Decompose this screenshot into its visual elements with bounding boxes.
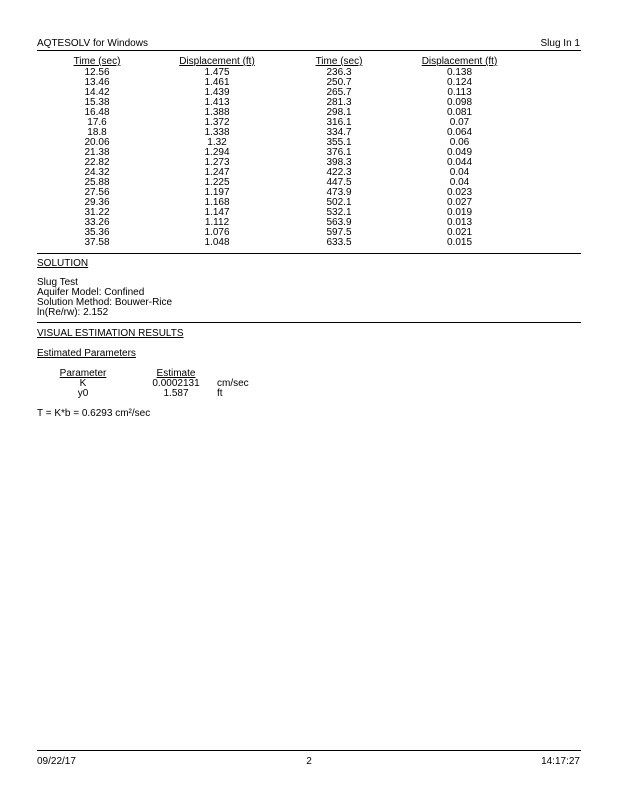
col-header: Displacement (ft) bbox=[179, 56, 255, 67]
time-cell: 22.82 bbox=[84, 157, 110, 168]
displacement-cell: 1.461 bbox=[204, 77, 230, 88]
table-row bbox=[37, 168, 581, 178]
col-header: Time (sec) bbox=[73, 56, 121, 67]
table-row bbox=[37, 178, 581, 188]
time-cell: 316.1 bbox=[326, 117, 352, 128]
solution-line: ln(Re/rw): 2.152 bbox=[37, 307, 109, 318]
estimated-parameters-title: Estimated Parameters bbox=[37, 348, 136, 359]
table-row bbox=[37, 238, 581, 248]
displacement-cell: 0.019 bbox=[446, 207, 473, 218]
visual-results-title: VISUAL ESTIMATION RESULTS bbox=[37, 328, 184, 339]
time-cell: 20.06 bbox=[84, 137, 110, 148]
time-cell: 334.7 bbox=[326, 127, 352, 138]
time-cell: 35.36 bbox=[84, 227, 110, 238]
displacement-cell: 0.04 bbox=[449, 167, 470, 178]
time-cell: 27.56 bbox=[84, 187, 110, 198]
solution-title: SOLUTION bbox=[37, 258, 89, 269]
displacement-cell: 1.225 bbox=[204, 177, 230, 188]
displacement-cell: 1.197 bbox=[204, 187, 230, 198]
table-row bbox=[37, 128, 581, 138]
table-row bbox=[37, 68, 581, 78]
time-cell: 29.36 bbox=[84, 197, 110, 208]
time-cell: 502.1 bbox=[326, 197, 352, 208]
footer-rule bbox=[37, 750, 581, 751]
transmissivity-line: T = K*b = 0.6293 cm²/sec bbox=[37, 408, 151, 419]
parameter-unit: cm/sec bbox=[217, 378, 249, 389]
header-rule bbox=[37, 50, 581, 51]
displacement-cell: 1.076 bbox=[204, 227, 230, 238]
col-header: Time (sec) bbox=[315, 56, 363, 67]
displacement-cell: 1.32 bbox=[207, 137, 227, 148]
displacement-cell: 1.475 bbox=[204, 67, 230, 78]
time-cell: 398.3 bbox=[326, 157, 352, 168]
parameter-name: K bbox=[79, 378, 87, 389]
displacement-cell: 1.439 bbox=[204, 87, 230, 98]
table-row bbox=[37, 218, 581, 228]
displacement-cell: 1.112 bbox=[204, 217, 230, 228]
displacement-cell: 0.023 bbox=[446, 187, 473, 198]
estimate-col-header: Estimate bbox=[156, 368, 196, 379]
time-cell: 25.88 bbox=[84, 177, 110, 188]
time-cell: 31.22 bbox=[84, 207, 110, 218]
time-cell: 265.7 bbox=[326, 87, 352, 98]
time-cell: 250.7 bbox=[326, 77, 352, 88]
solution-line: Slug Test bbox=[37, 277, 78, 288]
parameter-value: 0.0002131 bbox=[152, 378, 200, 389]
app-title: AQTESOLV for Windows bbox=[37, 38, 148, 49]
table-row bbox=[37, 148, 581, 158]
time-cell: 422.3 bbox=[326, 167, 352, 178]
parameter-row bbox=[37, 389, 297, 399]
displacement-cell: 0.07 bbox=[449, 117, 470, 128]
time-cell: 13.46 bbox=[84, 77, 110, 88]
time-cell: 633.5 bbox=[326, 237, 352, 248]
time-cell: 15.38 bbox=[84, 97, 110, 108]
displacement-cell: 1.338 bbox=[204, 127, 230, 138]
displacement-cell: 1.273 bbox=[204, 157, 230, 168]
displacement-cell: 1.294 bbox=[204, 147, 230, 158]
table-row bbox=[37, 78, 581, 88]
displacement-cell: 0.044 bbox=[446, 157, 473, 168]
solution-line: Solution Method: Bouwer-Rice bbox=[37, 297, 173, 308]
section-rule bbox=[37, 322, 581, 323]
time-cell: 376.1 bbox=[326, 147, 352, 158]
displacement-cell: 0.015 bbox=[446, 237, 473, 248]
displacement-cell: 0.113 bbox=[447, 87, 472, 98]
displacement-cell: 0.027 bbox=[446, 197, 473, 208]
time-cell: 298.1 bbox=[326, 107, 352, 118]
time-cell: 21.38 bbox=[84, 147, 110, 158]
data-table bbox=[37, 57, 581, 248]
time-cell: 236.3 bbox=[326, 67, 352, 78]
displacement-cell: 0.049 bbox=[446, 147, 473, 158]
table-header-row bbox=[37, 57, 581, 68]
displacement-cell: 1.247 bbox=[204, 167, 230, 178]
time-cell: 12.56 bbox=[84, 67, 110, 78]
displacement-cell: 0.064 bbox=[446, 127, 473, 138]
section-rule bbox=[37, 253, 581, 254]
table-row bbox=[37, 98, 581, 108]
parameter-name: y0 bbox=[77, 388, 89, 399]
displacement-cell: 0.013 bbox=[446, 217, 473, 228]
table-row bbox=[37, 188, 581, 198]
displacement-cell: 1.413 bbox=[204, 97, 230, 108]
displacement-cell: 0.098 bbox=[446, 97, 473, 108]
time-cell: 37.58 bbox=[84, 237, 110, 248]
time-cell: 532.1 bbox=[326, 207, 352, 218]
table-row bbox=[37, 158, 581, 168]
displacement-cell: 0.06 bbox=[449, 137, 470, 148]
time-cell: 14.42 bbox=[84, 87, 110, 98]
displacement-cell: 1.147 bbox=[204, 207, 230, 218]
displacement-cell: 1.048 bbox=[204, 237, 230, 248]
time-cell: 563.9 bbox=[326, 217, 352, 228]
displacement-cell: 0.138 bbox=[446, 67, 473, 78]
time-cell: 473.9 bbox=[326, 187, 352, 198]
time-cell: 281.3 bbox=[326, 97, 352, 108]
time-cell: 17.6 bbox=[87, 117, 107, 128]
parameter-table bbox=[37, 369, 297, 399]
displacement-cell: 0.124 bbox=[446, 77, 473, 88]
table-row bbox=[37, 108, 581, 118]
time-cell: 597.5 bbox=[326, 227, 352, 238]
table-row bbox=[37, 198, 581, 208]
time-cell: 447.5 bbox=[326, 177, 352, 188]
table-row bbox=[37, 208, 581, 218]
table-row bbox=[37, 138, 581, 148]
parameter-unit: ft bbox=[217, 388, 223, 399]
displacement-cell: 1.388 bbox=[204, 107, 230, 118]
time-cell: 18.8 bbox=[87, 127, 107, 138]
displacement-cell: 0.04 bbox=[449, 177, 470, 188]
displacement-cell: 0.021 bbox=[446, 227, 473, 238]
time-cell: 16.48 bbox=[84, 107, 110, 118]
parameter-col-header: Parameter bbox=[59, 368, 107, 379]
parameter-value: 1.587 bbox=[163, 388, 189, 399]
time-cell: 355.1 bbox=[326, 137, 352, 148]
table-row bbox=[37, 88, 581, 98]
footer-date: 09/22/17 bbox=[37, 756, 76, 767]
time-cell: 33.26 bbox=[84, 217, 110, 228]
col-header: Displacement (ft) bbox=[421, 56, 498, 67]
test-name: Slug In 1 bbox=[540, 38, 580, 49]
displacement-cell: 1.168 bbox=[204, 197, 230, 208]
displacement-cell: 1.372 bbox=[204, 117, 230, 128]
footer-time: 14:17:27 bbox=[541, 756, 580, 767]
table-row bbox=[37, 118, 581, 128]
displacement-cell: 0.081 bbox=[446, 107, 473, 118]
table-row bbox=[37, 228, 581, 238]
time-cell: 24.32 bbox=[84, 167, 110, 178]
solution-line: Aquifer Model: Confined bbox=[37, 287, 145, 298]
footer-page-number: 2 bbox=[306, 756, 312, 767]
